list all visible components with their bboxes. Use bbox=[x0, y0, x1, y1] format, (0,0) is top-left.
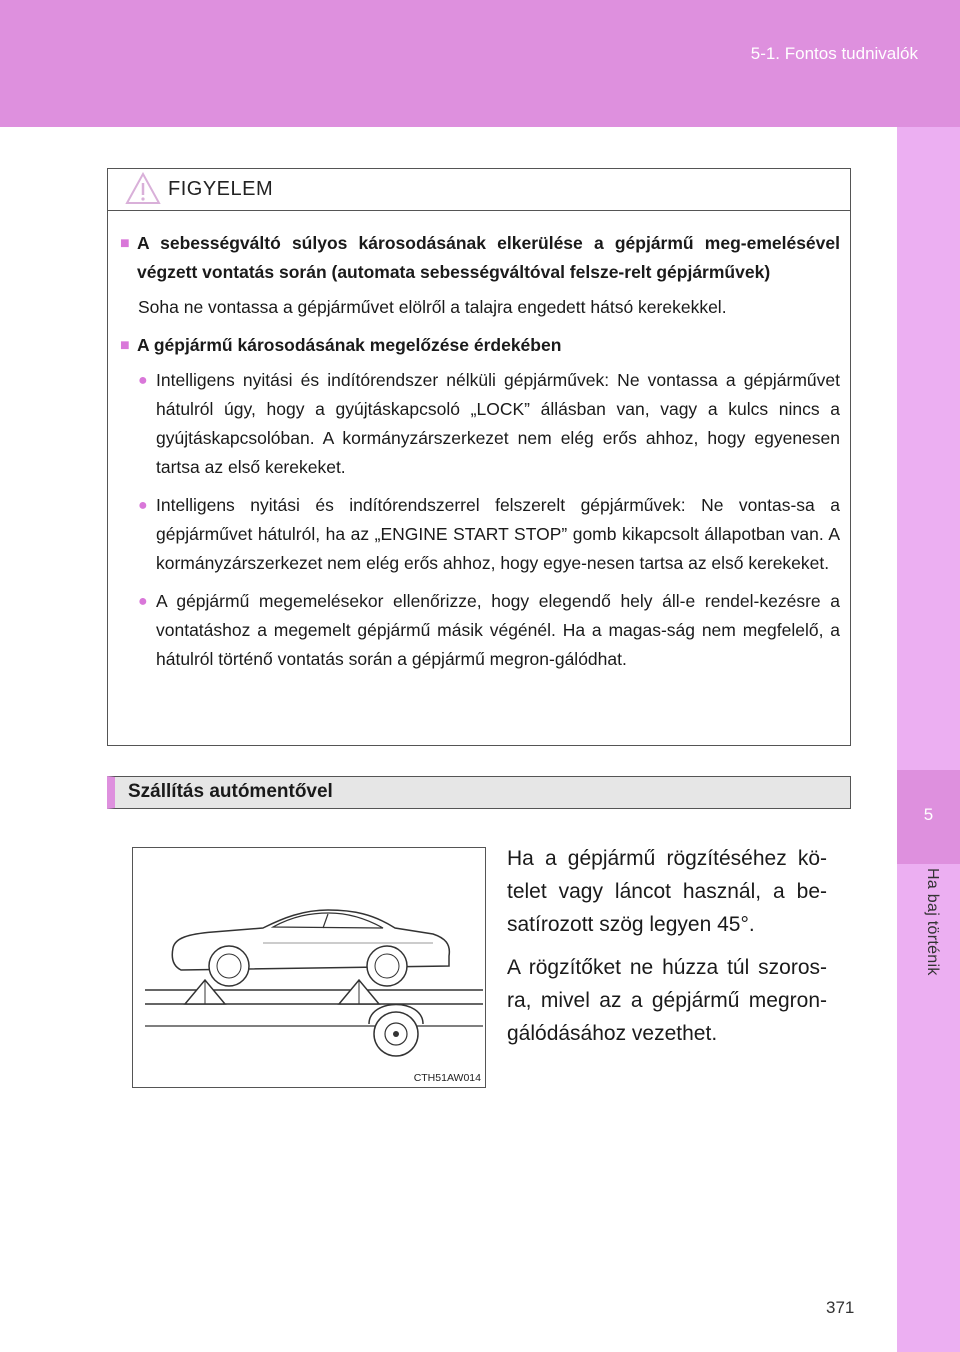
warning-bullet-text: Intelligens nyitási és indítórendszer nélküli gépjárművek: Ne vontassa a gépjárművet hátulról úgy, hogy a gyújtáskapcsoló „LOCK” állásban van, vagy a kulcs nincs a gyújtáskapcsolóban. A kormányzárszerkezet nem elég erős ahhoz, hogy egyenesen tartsa az első kerekeket. bbox=[156, 370, 840, 477]
side-tab-number: 5 bbox=[923, 805, 934, 824]
round-bullet-icon: ● bbox=[138, 497, 148, 514]
square-bullet-icon: ■ bbox=[120, 235, 130, 252]
side-tab bbox=[897, 127, 960, 1352]
warning-triangle-icon bbox=[125, 172, 161, 205]
car-on-flatbed-drawing bbox=[133, 848, 485, 1087]
section-title: Szállítás autómentővel bbox=[128, 781, 333, 802]
warning-bullet bbox=[138, 587, 840, 674]
round-bullet-icon: ● bbox=[138, 372, 148, 389]
square-bullet-icon: ■ bbox=[120, 337, 130, 354]
section-heading-bar bbox=[107, 776, 851, 809]
warning-bullet-text: A gépjármű megemelésekor ellenőrizze, hogy elegendő hely áll-e rendel-kezésre a vontatáshoz a megemelt gépjármű másik végénél. Ha a magas-ság nem megfelelő, a hátulról történő vontatás során a gépjármű megron-gálódhat. bbox=[156, 591, 840, 669]
warning-box bbox=[107, 168, 851, 746]
warning-body bbox=[108, 211, 850, 674]
warning-section-heading bbox=[120, 229, 840, 287]
header-section-title: 5-1. Fontos tudnivalók bbox=[750, 44, 918, 63]
warning-section-heading bbox=[120, 331, 840, 360]
figure-code: CTH51AW014 bbox=[413, 1072, 481, 1084]
warning-header bbox=[108, 169, 850, 211]
warning-section-heading-text: A sebességváltó súlyos károsodásának elkerülése a gépjármű meg-emelésével végzett vontatás során (automata sebességváltóval felsze-relt gépjárművek) bbox=[137, 233, 840, 282]
page-number: 371 bbox=[826, 1298, 855, 1317]
warning-section-heading-text: A gépjármű károsodásának megelőzése érdekében bbox=[137, 335, 562, 355]
warning-title: FIGYELEM bbox=[168, 178, 274, 200]
warning-bullet-text: Intelligens nyitási és indítórendszerrel felszerelt gépjárművek: Ne vontas-sa a gépjárművet hátulról, ha az „ENGINE START STOP” gomb kikapcsolt állapotban van. A kormányzárszerkezet nem elég erős ahhoz, hogy egye-nesen tartsa az első kerekeket. bbox=[156, 495, 840, 573]
round-bullet-icon: ● bbox=[138, 593, 148, 610]
warning-bullet bbox=[138, 491, 840, 578]
tow-truck-illustration bbox=[132, 847, 486, 1088]
warning-section-text: Soha ne vontassa a gépjárművet elölről a talajra engedett hátsó kerekekkel. bbox=[138, 297, 727, 317]
header-band bbox=[0, 0, 960, 127]
section-paragraph: A rögzítőket ne húzza túl szoros-ra, mivel az a gépjármű megron-gálódásához vezethet. bbox=[507, 956, 827, 1045]
section-body bbox=[507, 842, 827, 1060]
warning-bullet bbox=[138, 366, 840, 482]
section-paragraph: Ha a gépjármű rögzítéséhez kö-telet vagy láncot használ, a be-satírozott szög legyen 45°. bbox=[507, 847, 827, 936]
side-tab-label: Ha baj történik bbox=[924, 868, 941, 976]
